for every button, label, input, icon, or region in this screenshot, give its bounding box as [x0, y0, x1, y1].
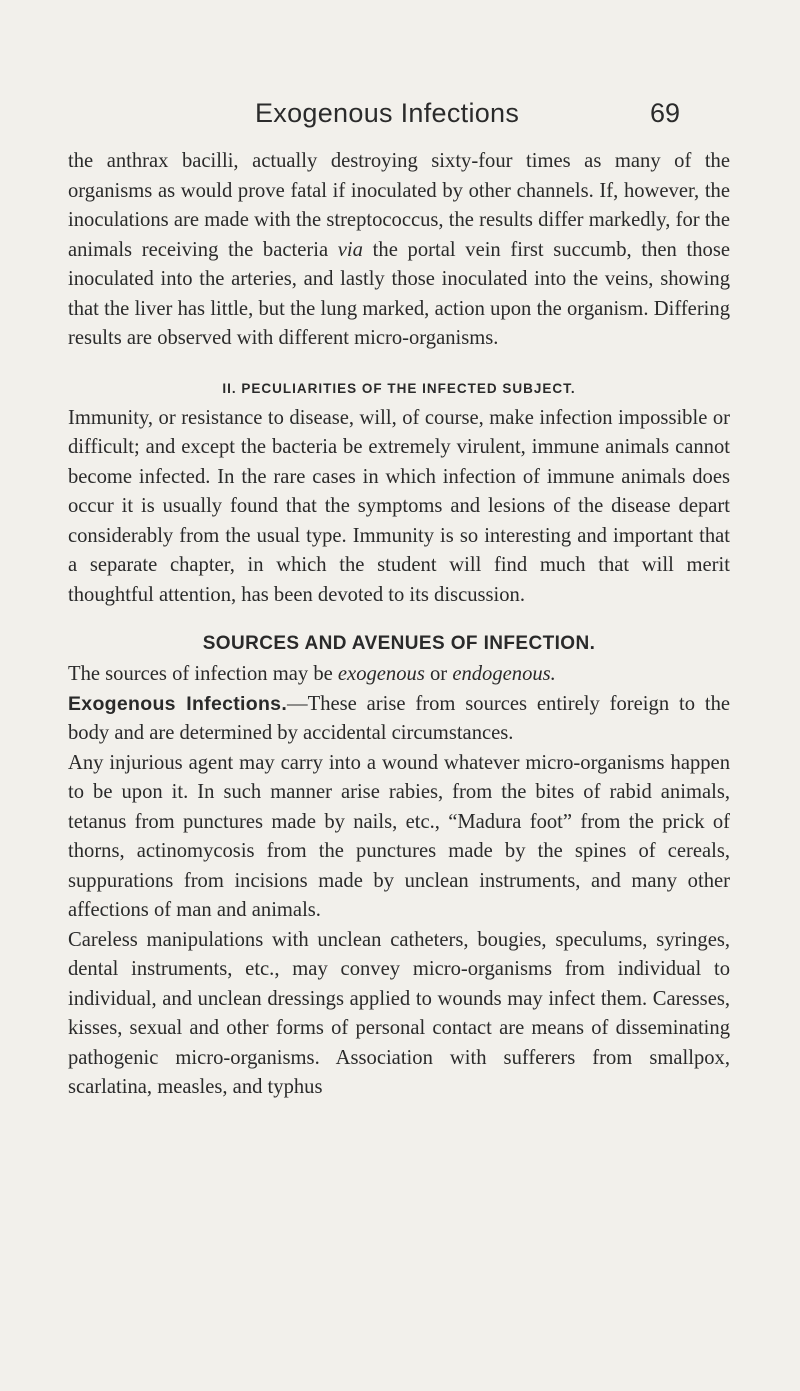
paragraph-injurious-agent: Any injurious agent may carry into a wound whatever micro-organisms happen to be upon it. In such manner arise rabies, from the bites of rabid animals, tetanus from punctures made by nails, etc., “Madura foot” from the prick of thorns, actinomycosis from the punctures made by the spines of cereals, suppurations from incisions made by unclean instruments, and many other affections of man and animals.: [68, 751, 730, 921]
run-in-heading-exogenous: Exogenous Infections.: [68, 692, 288, 715]
section-heading-peculiarities: II. PECULIARITIES OF THE INFECTED SUBJECT.: [222, 380, 576, 396]
italic-exogenous: exogenous: [337, 663, 425, 685]
paragraph-careless-manipulations: Careless manipulations with unclean catheters, bougies, speculums, syringes, dental instruments, etc., may convey micro-organisms from individual to individual, and unclean dressings applied to wounds may infect them. Caresses, kisses, sexual and other forms of personal contact are means of disseminating pathogenic micro-organisms. Association with sufferers from smallpox, scarlatina, measles, and typhus: [68, 928, 730, 1098]
paragraph-immunity: Immunity, or resistance to disease, will, of course, make infection impossible or difficult; and except the bacteria be extremely virulent, immune animals cannot become infected. In the rare cases in which infection of immune animals does occur it is usually found that the symptoms and lesions of the disease depart considerably from the usual type. Immunity is so interesting and important that a separate chapter, in which the student will find much that will merit thoughtful attention, has been devoted to its discussion.: [68, 406, 730, 606]
paragraph-anthrax: the anthrax bacilli, actually destroying sixty-four times as many of the organisms as would prove fatal if inoculated by other channels. If, however, the inoculations are made with the streptococcus, the results differ markedly, for the animals receiving the bacteria via the portal vein first succumb, then those inoculated into the arteries, and lastly those inoculated into the veins, showing that the liver has little, but the lung marked, action upon the organism. Differing results are observed with different micro-organisms.: [68, 150, 730, 349]
paragraph-sources: The sources of infection may be exogenous or endogenous.: [68, 663, 556, 685]
italic-via: via: [337, 238, 363, 261]
section-heading-sources: SOURCES AND AVENUES OF INFECTION.: [202, 633, 596, 654]
italic-endogenous: endogenous.: [452, 663, 556, 685]
paragraph-exogenous: Exogenous Infections.—These arise from sources entirely foreign to the body and are determined by accidental circumstances.: [68, 692, 731, 744]
running-head: [0, 98, 800, 138]
body-text: [68, 147, 730, 1103]
running-title: Exogenous Infections: [255, 98, 520, 128]
page-number: 69: [650, 98, 681, 128]
